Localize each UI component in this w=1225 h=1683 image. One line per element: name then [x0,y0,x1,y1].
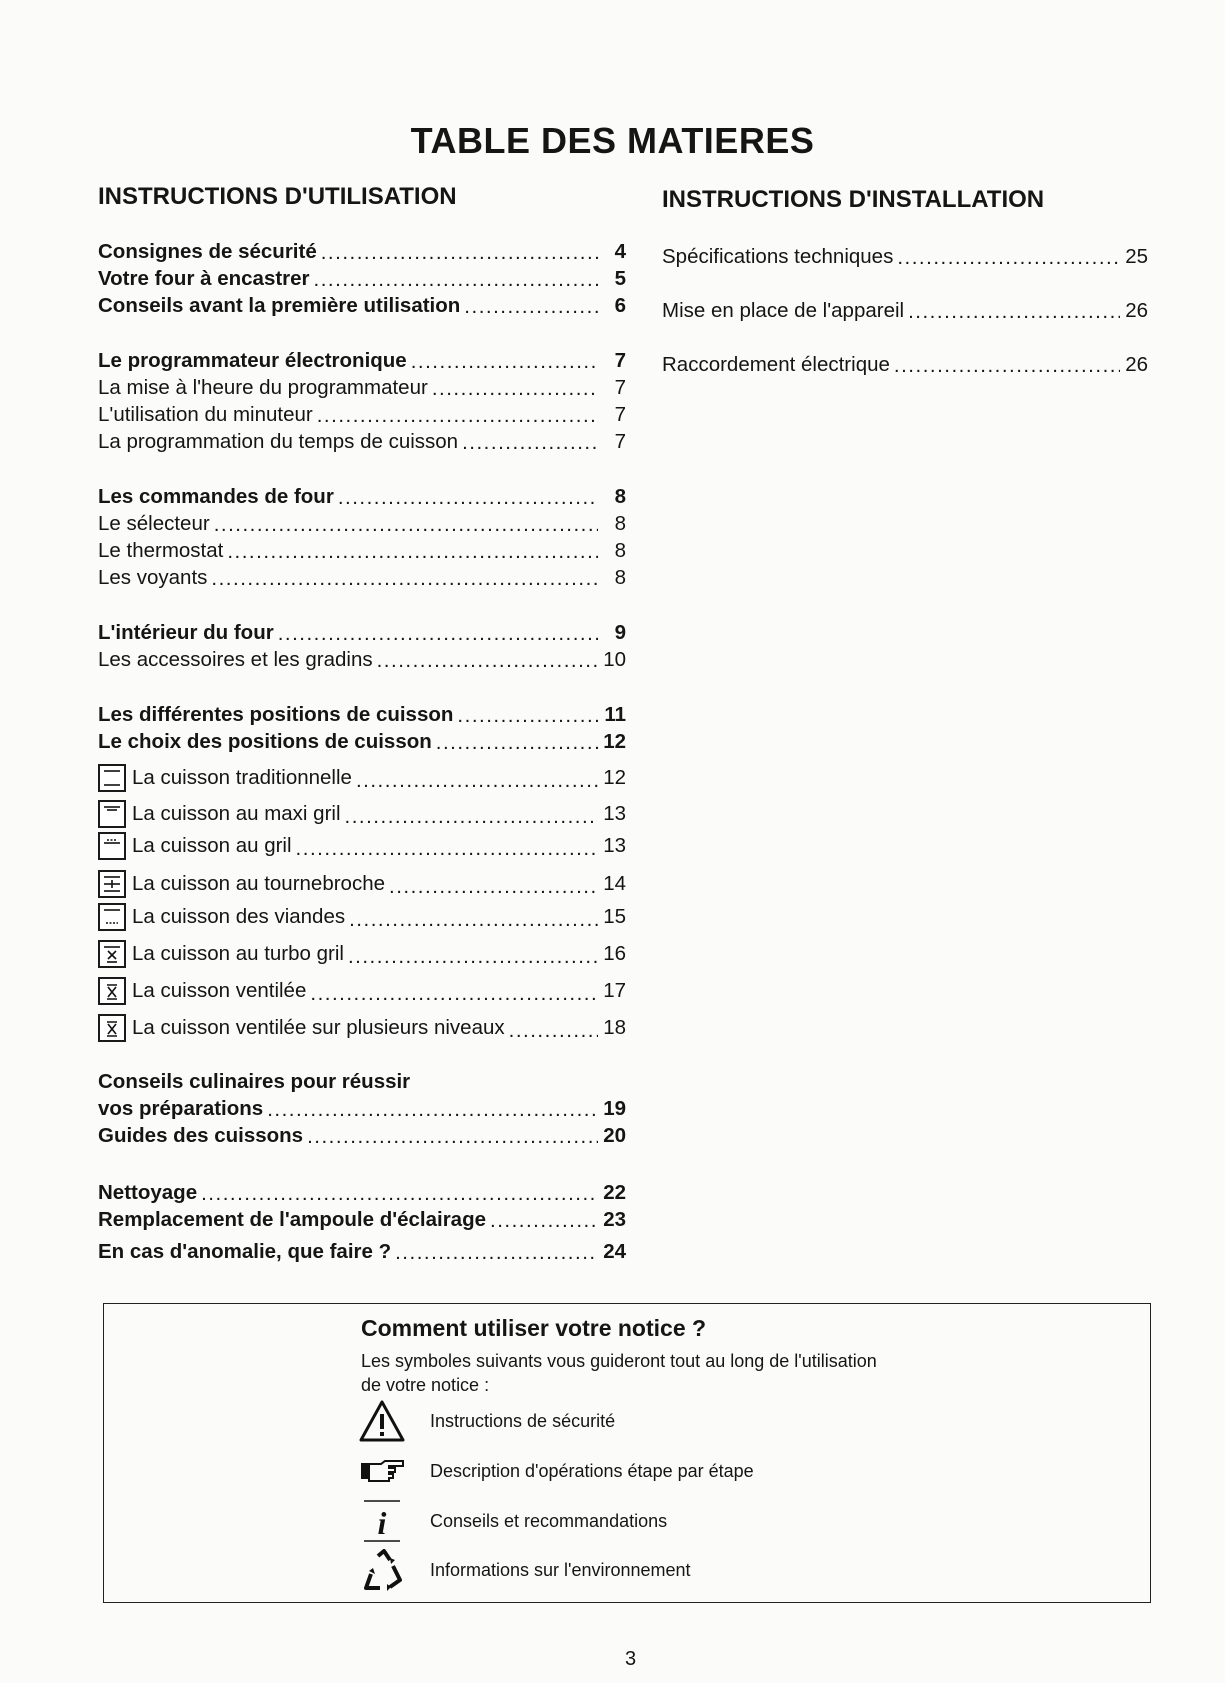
toc-entry-title: La cuisson traditionnelle [132,766,352,789]
toc-entry-title: Le programmateur électronique [98,349,407,372]
toc-entry [662,299,1148,323]
toc-entry-title: Les accessoires et les gradins [98,648,373,671]
toc-entry-title: La cuisson au turbo gril [132,942,344,965]
toc-entry [98,485,626,509]
oven-fan-icon [98,977,126,1005]
notice-box [103,1303,1151,1603]
toc-entry [98,903,626,931]
dot-leader [296,838,598,860]
toc-entry-title: La cuisson des viandes [132,905,346,928]
dot-leader [490,1210,598,1232]
toc-entry-page: 8 [614,566,626,589]
oven-fan-multilevel-icon [98,1014,126,1042]
legend-item-safety [354,1396,615,1446]
toc-entry-title: Les différentes positions de cuisson [98,703,454,726]
notice-intro: Les symboles suivants vous guideront tout au long de l'utilisation de votre notice : [361,1351,877,1395]
toc-entry-page: 5 [614,267,626,290]
oven-traditional-icon [98,764,126,792]
toc-entry-title: Les voyants [98,566,208,589]
legend-item-steps [354,1446,754,1496]
svg-text:i: i [377,1505,387,1541]
toc-entry [98,1097,626,1121]
toc-entry-title: La cuisson au tournebroche [132,872,386,895]
toc-entry-title: Les commandes de four [98,485,334,508]
dot-leader [432,378,598,400]
toc-entry-page: 7 [614,349,626,372]
toc-entry [98,870,626,898]
toc-entry [98,349,626,373]
toc-entry-page: 23 [603,1208,626,1231]
dot-leader [211,568,598,590]
toc-entry-page: 12 [603,766,626,789]
dot-leader [389,876,598,898]
toc-entry [98,1208,626,1232]
legend-label: Instructions de sécurité [430,1410,616,1431]
toc-entry-title: Remplacement de l'ampoule d'éclairage [98,1208,486,1231]
toc-entry [98,703,626,727]
dot-leader [509,1020,598,1042]
toc-entry-page: 7 [614,403,626,426]
toc-entry-title: Conseils avant la première utilisation [98,294,461,317]
dot-leader [317,405,598,427]
toc-entry [98,832,626,860]
toc-entry [98,539,626,563]
toc-entry-title: La mise à l'heure du programmateur [98,376,428,399]
dot-leader [356,770,598,792]
dot-leader [897,247,1120,269]
toc-entry-title: Guides des cuissons [98,1124,304,1147]
toc-entry-page: 22 [603,1181,626,1204]
toc-entry-title: Nettoyage [98,1181,198,1204]
toc-entry [98,648,626,672]
toc-entry-title: Spécifications techniques [662,245,894,268]
toc-entry [98,376,626,400]
toc-entry-page: 18 [603,1016,626,1039]
dot-leader [411,351,598,373]
toc-entry [98,621,626,645]
toc-entry-title: La cuisson au gril [132,834,292,857]
legend-label: Informations sur l'environnement [430,1559,691,1580]
dot-leader [462,432,598,454]
oven-maxi-grill-icon [98,800,126,828]
dot-leader [227,541,598,563]
toc-entry-page: 17 [603,979,626,1002]
toc-entry-title: La cuisson au maxi gril [132,802,341,825]
toc-entry-page: 14 [603,872,626,895]
dot-leader [307,1126,598,1148]
toc-entry-page: 26 [1125,299,1148,322]
toc-entry-title: Le thermostat [98,539,224,562]
toc-entry-title: Raccordement électrique [662,353,890,376]
toc-entry-page: 19 [603,1097,626,1120]
dot-leader [436,732,598,754]
toc-entry-page: 8 [614,485,626,508]
dot-leader [345,806,598,828]
toc-entry-page: 13 [603,834,626,857]
toc-entry [98,566,626,590]
toc-entry-page: 15 [603,905,626,928]
toc-entry-page: 12 [603,730,626,753]
toc-entry-page: 11 [604,703,626,726]
usage-section-heading: INSTRUCTIONS D'UTILISATION [98,183,457,210]
notice-title: Comment utiliser votre notice ? [361,1315,707,1341]
dot-leader [321,242,598,264]
toc-entry-title: L'utilisation du minuteur [98,403,313,426]
toc-entry [98,1070,626,1094]
legend-label: Conseils et recommandations [430,1510,668,1531]
toc-entry-page: 8 [614,539,626,562]
installation-section-heading: INSTRUCTIONS D'INSTALLATION [662,186,1045,213]
toc-entry [98,512,626,536]
pointing-hand-icon [354,1446,410,1496]
toc-entry [98,730,626,754]
toc-entry [98,1240,626,1264]
toc-entry [98,764,626,792]
toc-entry [98,240,626,264]
toc-entry-title: Le choix des positions de cuisson [98,730,432,753]
legend-label: Description d'opérations étape par étape [430,1460,754,1481]
toc-entry-page: 16 [603,942,626,965]
toc-entry-title: En cas d'anomalie, que faire ? [98,1240,392,1263]
toc-entry-page: 4 [614,240,626,263]
toc-entry-page: 9 [614,621,626,644]
dot-leader [395,1242,598,1264]
toc-entry-page: 25 [1125,245,1148,268]
toc-entry-page: 26 [1125,353,1148,376]
toc-entry-title: La cuisson ventilée sur plusieurs niveaux [132,1016,505,1039]
legend-item-environment [354,1545,691,1595]
dot-leader [464,296,598,318]
toc-entry-page: 20 [603,1124,626,1147]
oven-grill-icon [98,832,126,860]
toc-entry [98,1014,626,1042]
toc-entry-page: 7 [614,430,626,453]
dot-leader [349,909,598,931]
toc-entry [98,1181,626,1205]
toc-entry-page: 13 [603,802,626,825]
dot-leader [377,650,598,672]
recycle-icon [354,1545,410,1595]
toc-entry-title: Le sélecteur [98,512,210,535]
dot-leader [338,487,598,509]
dot-leader [278,623,598,645]
toc-entry-title: vos préparations [98,1097,264,1120]
oven-rotisserie-icon [98,870,126,898]
dot-leader [457,705,598,727]
toc-entry-page: 24 [603,1240,626,1263]
dot-leader [214,514,598,536]
toc-entry-page: 10 [603,648,626,671]
toc-entry [98,940,626,968]
toc-entry-title: La cuisson ventilée [132,979,307,1002]
page-title: TABLE DES MATIERES [410,120,815,161]
toc-entry-page: 6 [614,294,626,317]
toc-entry-title: La programmation du temps de cuisson [98,430,459,453]
toc-entry-title: Consignes de sécurité [98,240,317,263]
dot-leader [348,946,598,968]
toc-entry-title: L'intérieur du four [98,621,274,644]
toc-entry [98,977,626,1005]
dot-leader [894,355,1120,377]
toc-entry [98,294,626,318]
toc-entry-page: 7 [614,376,626,399]
toc-entry [662,245,1148,269]
warning-triangle-icon [354,1396,410,1446]
toc-entry-title: Conseils culinaires pour réussir [98,1070,411,1093]
toc-entry [98,403,626,427]
toc-entry [662,353,1148,377]
dot-leader [310,983,598,1005]
toc-entry-title: Mise en place de l'appareil [662,299,905,322]
dot-leader [201,1183,598,1205]
legend-item-advice [354,1496,667,1546]
toc-entry [98,430,626,454]
info-icon [354,1496,410,1546]
dot-leader [908,301,1120,323]
toc-entry [98,1124,626,1148]
dot-leader [314,269,598,291]
toc-entry-page: 8 [614,512,626,535]
toc-entry [98,800,626,828]
toc-entry [98,267,626,291]
page-number: 3 [625,1648,637,1670]
toc-entry-title: Votre four à encastrer [98,267,310,290]
dot-leader [267,1099,598,1121]
oven-meat-icon [98,903,126,931]
oven-turbo-grill-icon [98,940,126,968]
